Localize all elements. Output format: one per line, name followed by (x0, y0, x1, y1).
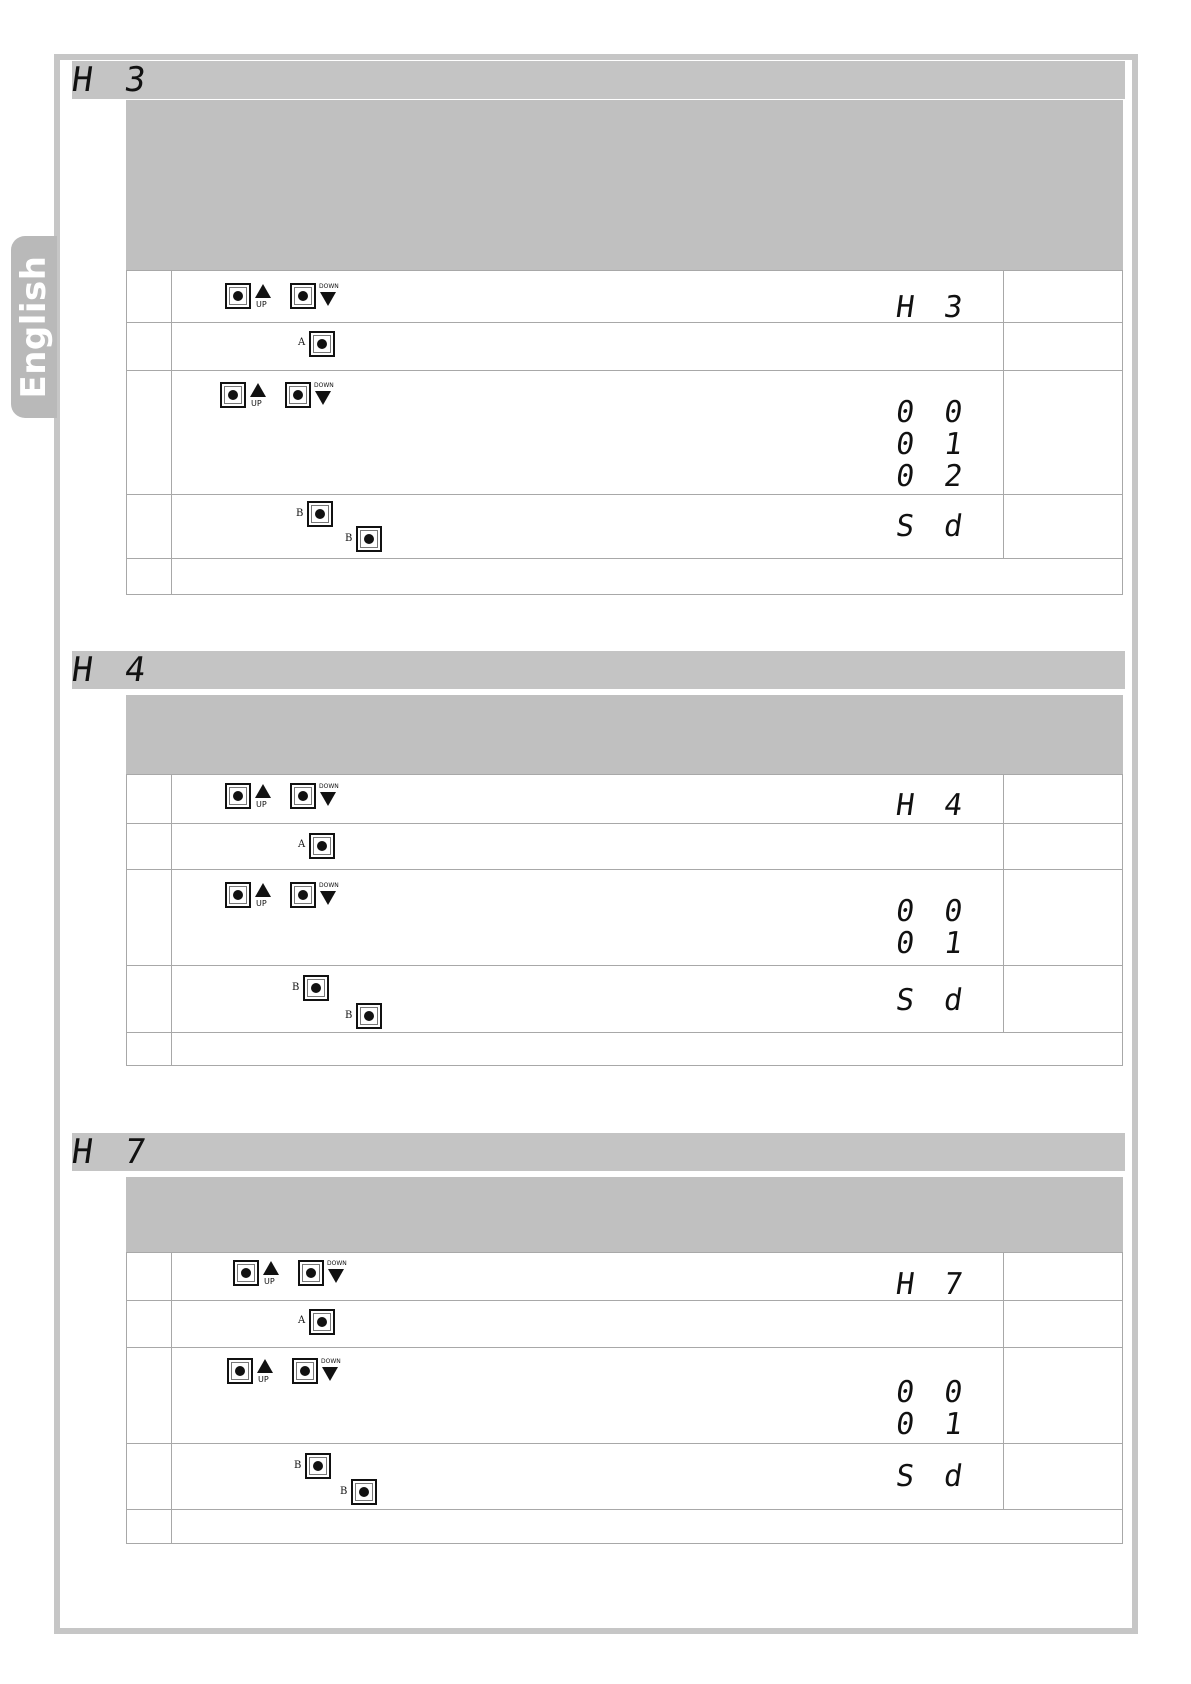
display-value: S d (893, 509, 971, 544)
display-value: 0 0 (893, 894, 971, 929)
section-description (126, 1177, 1123, 1252)
display-value: S d (893, 983, 971, 1018)
display-value: H 7 (893, 1267, 971, 1302)
table-row (127, 370, 1122, 495)
language-tab[interactable] (11, 236, 57, 418)
section-description (126, 695, 1123, 774)
table-row (127, 869, 1122, 966)
down-button-icon (290, 283, 316, 309)
display-value: 0 0 (893, 395, 971, 430)
up-button-icon (220, 382, 246, 408)
procedure-table (126, 774, 1123, 1066)
up-label: UP (258, 1375, 269, 1384)
up-label: UP (256, 800, 267, 809)
a-button-icon (309, 331, 335, 357)
down-label: DOWN (319, 783, 339, 790)
table-row (127, 823, 1122, 870)
section-description (126, 100, 1123, 270)
a-label: A (298, 337, 306, 348)
table-row (127, 774, 1122, 824)
down-label: DOWN (319, 882, 339, 889)
down-arrow-icon (320, 891, 336, 905)
display-value: H 4 (893, 788, 971, 823)
a-button-icon (309, 1309, 335, 1335)
section-title: H 3 (69, 60, 155, 100)
table-row (127, 322, 1122, 371)
up-label: UP (264, 1277, 275, 1286)
a-button-icon (309, 833, 335, 859)
a-label: A (298, 839, 306, 850)
table-row (127, 965, 1122, 1033)
down-button-icon (298, 1260, 324, 1286)
b-label: B (294, 1460, 302, 1471)
b-label: B (296, 508, 304, 519)
table-row (127, 1443, 1122, 1510)
procedure-table (126, 270, 1123, 595)
down-label: DOWN (321, 1358, 341, 1365)
down-arrow-icon (322, 1367, 338, 1381)
up-button-icon (225, 783, 251, 809)
table-row (127, 558, 1122, 595)
down-arrow-icon (320, 292, 336, 306)
down-button-icon (292, 1358, 318, 1384)
display-value: H 3 (893, 290, 971, 325)
section-title: H 7 (69, 1132, 155, 1172)
down-label: DOWN (319, 283, 339, 290)
b-button-icon (305, 1453, 331, 1479)
up-arrow-icon (263, 1261, 279, 1275)
b-label: B (345, 533, 353, 544)
up-arrow-icon (255, 784, 271, 798)
section-title: H 4 (69, 650, 155, 690)
display-value: S d (893, 1459, 971, 1494)
table-row (127, 1300, 1122, 1348)
up-button-icon (225, 283, 251, 309)
b-button-icon (303, 975, 329, 1001)
b-label: B (292, 982, 300, 993)
up-label: UP (251, 399, 262, 408)
b-button-icon (356, 1003, 382, 1029)
b-button-icon (307, 501, 333, 527)
table-row (127, 494, 1122, 559)
up-arrow-icon (257, 1359, 273, 1373)
up-arrow-icon (250, 383, 266, 397)
section-header-h4 (69, 650, 1125, 690)
up-arrow-icon (255, 883, 271, 897)
down-arrow-icon (320, 792, 336, 806)
up-label: UP (256, 300, 267, 309)
b-button-icon (351, 1479, 377, 1505)
up-button-icon (233, 1260, 259, 1286)
down-button-icon (290, 783, 316, 809)
table-row (127, 1032, 1122, 1066)
down-arrow-icon (315, 391, 331, 405)
display-value: 0 1 (893, 1407, 971, 1442)
procedure-table (126, 1252, 1123, 1544)
down-arrow-icon (328, 1269, 344, 1283)
up-button-icon (227, 1358, 253, 1384)
language-tab-label: English (14, 255, 54, 399)
down-label: DOWN (314, 382, 334, 389)
display-value: 0 2 (893, 459, 971, 494)
display-value: 0 1 (893, 427, 971, 462)
down-button-icon (290, 882, 316, 908)
down-label: DOWN (327, 1260, 347, 1267)
section-header-h7 (69, 1132, 1125, 1172)
a-label: A (298, 1315, 306, 1326)
display-value: 0 0 (893, 1375, 971, 1410)
table-row (127, 1509, 1122, 1544)
table-row (127, 1252, 1122, 1301)
up-label: UP (256, 899, 267, 908)
down-button-icon (285, 382, 311, 408)
b-label: B (340, 1486, 348, 1497)
table-row (127, 270, 1122, 323)
display-value: 0 1 (893, 926, 971, 961)
up-arrow-icon (255, 284, 271, 298)
b-button-icon (356, 526, 382, 552)
section-header-h3 (69, 60, 1125, 100)
up-button-icon (225, 882, 251, 908)
b-label: B (345, 1010, 353, 1021)
table-row (127, 1347, 1122, 1444)
